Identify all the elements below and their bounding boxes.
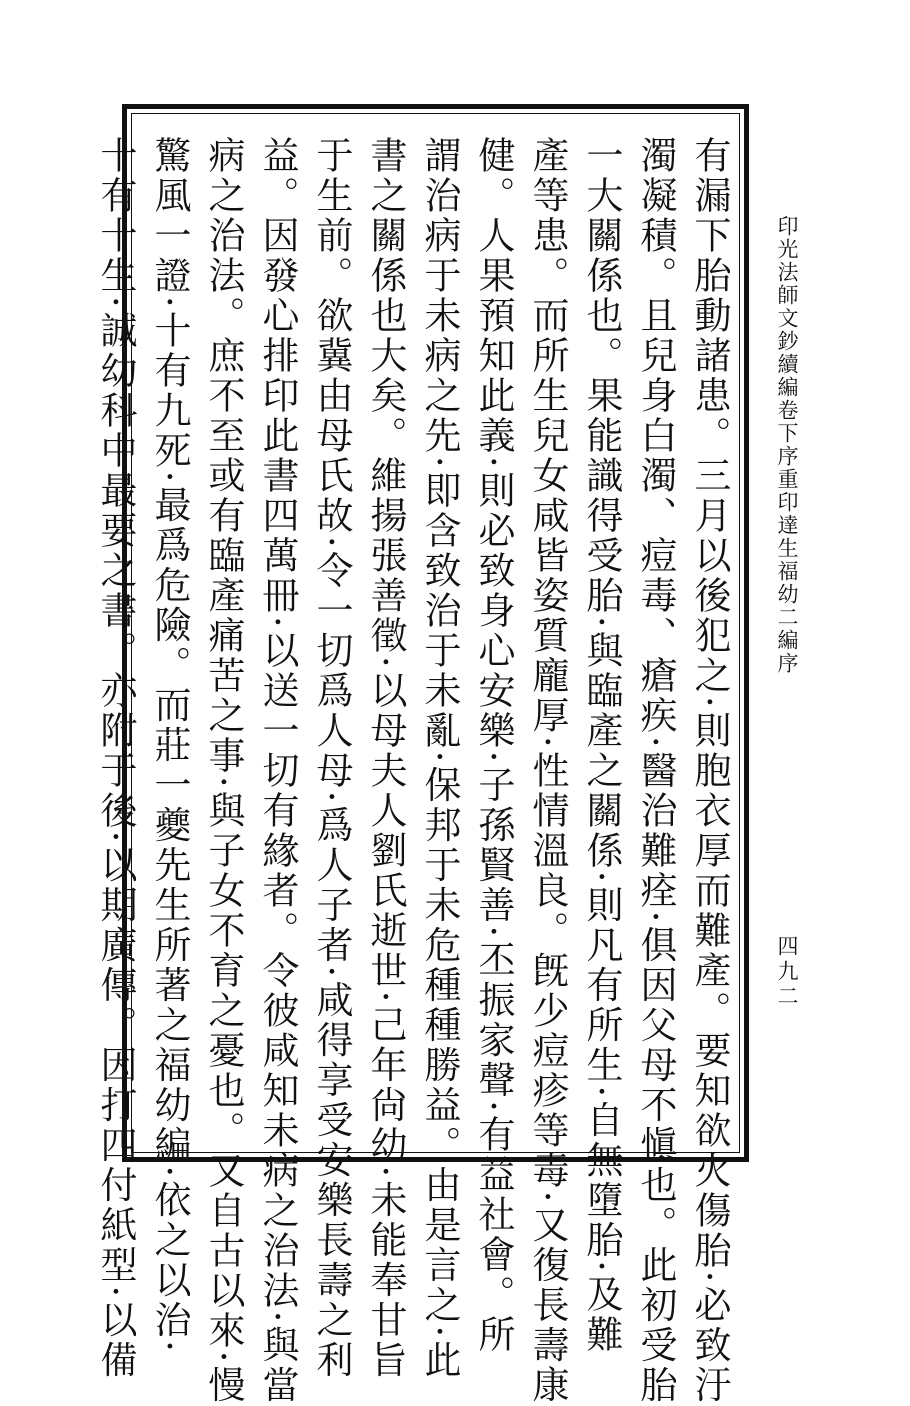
text-column-9: 益。因發心排印此書四萬冊·以送一切有緣者。令彼咸知未病之治法·與當 [256, 136, 299, 1406]
book-title: 印光法師文鈔續編卷下 [775, 215, 799, 445]
text-column-10: 病之治法。庶不至或有臨產痛苦之事·與子女不育之憂也。又自古以來·慢 [202, 136, 245, 1406]
body-text [94, 136, 736, 1406]
page-number: 四九二 [775, 935, 799, 1010]
text-column-12: 十有十生·誠幼科中最要之書。亦附于後·以期廣傳。因打四付紙型·以備 [94, 136, 137, 1381]
text-column-3: 一大關係也。果能識得受胎·與臨產之關係·則凡有所生·自無墮胎·及難 [580, 136, 623, 1356]
text-column-7: 書之關係也大矣。維揚張善徵·以母夫人劉氏逝世·己年尙幼·未能奉甘旨 [364, 136, 407, 1381]
section-label: 序 [775, 445, 799, 468]
text-column-2: 濁凝積。且兒身白濁、痘毒、瘡疾·醫治難痊·俱因父母不愼也。此初受胎 [634, 136, 677, 1406]
article-title: 重印達生福幼二編序 [775, 468, 799, 675]
text-column-4: 產等患。而所生兒女咸皆姿質龐厚·性情溫良。旣少痘疹等毒·又復長壽康 [526, 136, 569, 1406]
running-header [772, 215, 802, 675]
text-column-6: 謂治病于未病之先·即含致治于未亂·保邦于未危種種勝益。由是言之·此 [418, 136, 461, 1381]
text-column-8: 于生前。欲冀由母氏故·令一切爲人母·爲人子者·咸得享受安樂長壽之利 [310, 136, 353, 1381]
text-column-1: 有漏下胎動諸患。三月以後犯之·則胞衣厚而難產。要知欲火傷胎·必致汙 [688, 136, 731, 1406]
text-column-11: 驚風一證·十有九死·最爲危險。而莊一夔先生所著之福幼編·依之以治· [148, 136, 191, 1356]
text-column-5: 健。人果預知此義·則必致身心安樂·子孫賢善·丕振家聲·有益社會。所 [472, 136, 515, 1356]
